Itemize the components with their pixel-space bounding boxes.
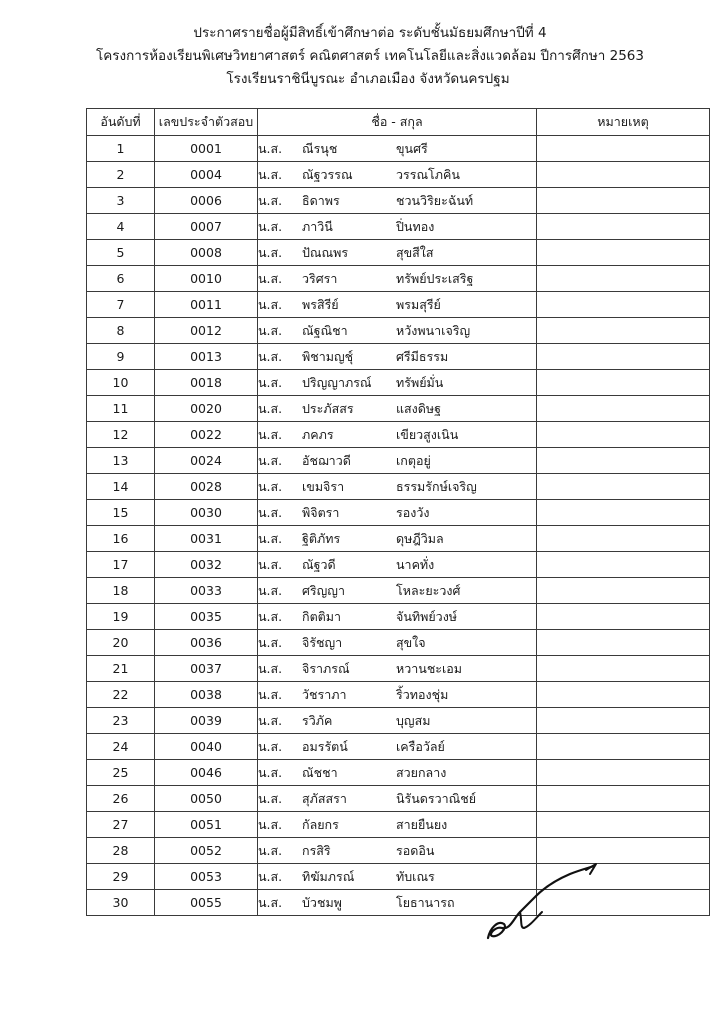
remark-cell — [537, 474, 710, 500]
name-title: น.ส. — [258, 530, 283, 546]
name-title: น.ส. — [258, 686, 283, 702]
remark-cell — [537, 292, 710, 318]
remark-cell — [537, 656, 710, 682]
document-header — [0, 22, 722, 91]
name-cell — [258, 760, 537, 786]
table-row — [87, 786, 710, 812]
last-name: เขียวสูงเนิน — [396, 426, 459, 442]
exam-id-cell: 0013 — [155, 344, 258, 370]
table-body — [87, 136, 710, 916]
table-row — [87, 448, 710, 474]
remark-cell — [537, 396, 710, 422]
rank-cell: 27 — [87, 812, 155, 838]
name-title: น.ส. — [258, 192, 283, 208]
remark-cell — [537, 344, 710, 370]
rank-cell: 21 — [87, 656, 155, 682]
first-name: จิรัชญา — [302, 634, 343, 650]
rank-cell: 13 — [87, 448, 155, 474]
last-name: นาคทั่ง — [396, 556, 435, 572]
name-cell — [258, 448, 537, 474]
table-row — [87, 266, 710, 292]
name-title: น.ส. — [258, 374, 283, 390]
name-cell — [258, 370, 537, 396]
last-name: ดุษฎีวิมล — [396, 530, 444, 546]
table-row — [87, 890, 710, 916]
remark-cell — [537, 240, 710, 266]
rank-cell: 15 — [87, 500, 155, 526]
last-name: บุญสม — [396, 712, 431, 728]
last-name: จันทิพย์วงษ์ — [396, 608, 458, 624]
first-name: กิตติมา — [302, 608, 342, 624]
table-row — [87, 292, 710, 318]
table-row — [87, 344, 710, 370]
rank-cell: 20 — [87, 630, 155, 656]
name-title: น.ส. — [258, 816, 283, 832]
name-cell — [258, 344, 537, 370]
last-name: รอดอิน — [396, 842, 435, 858]
remark-cell — [537, 214, 710, 240]
name-cell — [258, 292, 537, 318]
name-title: น.ส. — [258, 270, 283, 286]
name-cell — [258, 526, 537, 552]
name-title: น.ส. — [258, 556, 283, 572]
name-title: น.ส. — [258, 478, 283, 494]
name-cell — [258, 318, 537, 344]
name-cell — [258, 682, 537, 708]
last-name: ธรรมรักษ์เจริญ — [396, 478, 477, 494]
name-title: น.ส. — [258, 426, 283, 442]
table-row — [87, 838, 710, 864]
first-name: สุภัสสรา — [302, 790, 347, 806]
last-name: นิรันดรวาณิชย์ — [396, 790, 477, 806]
first-name: ณัฐณิชา — [302, 322, 348, 338]
remark-cell — [537, 552, 710, 578]
name-cell — [258, 812, 537, 838]
exam-id-cell: 0012 — [155, 318, 258, 344]
last-name: สายยืนยง — [396, 816, 448, 832]
first-name: ประภัสสร — [302, 400, 354, 416]
name-cell — [258, 136, 537, 162]
table-row — [87, 162, 710, 188]
table-row — [87, 474, 710, 500]
name-cell — [258, 422, 537, 448]
name-title: น.ส. — [258, 712, 283, 728]
table-row — [87, 188, 710, 214]
first-name: กัลยกร — [302, 816, 339, 832]
exam-id-cell: 0032 — [155, 552, 258, 578]
last-name: ริ้วทองชุ่ม — [396, 686, 449, 702]
last-name: ทับเณร — [396, 868, 435, 884]
exam-id-cell: 0040 — [155, 734, 258, 760]
exam-id-cell: 0052 — [155, 838, 258, 864]
last-name: สุขใจ — [396, 634, 426, 650]
name-title: น.ส. — [258, 790, 283, 806]
rank-cell: 12 — [87, 422, 155, 448]
exam-id-cell: 0008 — [155, 240, 258, 266]
first-name: ณัชชา — [302, 764, 338, 780]
rank-cell: 9 — [87, 344, 155, 370]
exam-id-cell: 0055 — [155, 890, 258, 916]
exam-id-cell: 0024 — [155, 448, 258, 474]
last-name: เครือวัลย์ — [396, 738, 445, 754]
remark-cell — [537, 422, 710, 448]
remark-cell — [537, 136, 710, 162]
remark-cell — [537, 630, 710, 656]
exam-id-cell: 0046 — [155, 760, 258, 786]
last-name: แสงดิษฐ — [396, 400, 442, 416]
table-row — [87, 734, 710, 760]
name-cell — [258, 786, 537, 812]
last-name: สุขสีใส — [396, 244, 434, 260]
rank-cell: 10 — [87, 370, 155, 396]
first-name: ณัฐวรรณ — [302, 166, 353, 182]
first-name: จิราภรณ์ — [302, 660, 350, 676]
rank-cell: 18 — [87, 578, 155, 604]
rank-cell: 7 — [87, 292, 155, 318]
first-name: พิชามญชุ์ — [302, 348, 354, 364]
remark-cell — [537, 526, 710, 552]
exam-id-cell: 0036 — [155, 630, 258, 656]
remark-cell — [537, 812, 710, 838]
exam-id-cell: 0050 — [155, 786, 258, 812]
first-name: วริศรา — [302, 270, 338, 286]
name-cell — [258, 214, 537, 240]
school-title: โรงเรียนราชินีบูรณะ อำเภอเมือง จังหวัดนครปฐม — [226, 71, 510, 87]
name-title: น.ส. — [258, 764, 283, 780]
first-name: ณัฐวดี — [302, 556, 336, 572]
first-name: พิจิตรา — [302, 504, 340, 520]
name-title: น.ส. — [258, 140, 283, 156]
name-title: น.ส. — [258, 868, 283, 884]
remark-cell — [537, 708, 710, 734]
table-row — [87, 500, 710, 526]
last-name: รองวัง — [396, 504, 430, 520]
exam-id-cell: 0030 — [155, 500, 258, 526]
remark-cell — [537, 370, 710, 396]
name-title: น.ส. — [258, 608, 283, 624]
table-row — [87, 422, 710, 448]
exam-id-cell: 0033 — [155, 578, 258, 604]
table-row — [87, 708, 710, 734]
name-cell — [258, 656, 537, 682]
name-title: น.ส. — [258, 452, 283, 468]
rank-cell: 5 — [87, 240, 155, 266]
name-title: น.ส. — [258, 218, 283, 234]
exam-id-cell: 0006 — [155, 188, 258, 214]
first-name: อัชฌาวดี — [302, 452, 351, 468]
exam-id-cell: 0053 — [155, 864, 258, 890]
table-row — [87, 136, 710, 162]
last-name: เกตุอยู่ — [396, 452, 431, 468]
last-name: โยธานารถ — [396, 894, 455, 910]
program-title: โครงการห้องเรียนพิเศษวิทยาศาสตร์ คณิตศาสตร์ เทคโนโลยีและสิ่งแวดล้อม ปีการศึกษา 2563 — [96, 48, 644, 64]
rank-cell: 2 — [87, 162, 155, 188]
remark-cell — [537, 682, 710, 708]
name-cell — [258, 500, 537, 526]
rank-cell: 17 — [87, 552, 155, 578]
exam-id-cell: 0037 — [155, 656, 258, 682]
first-name: วัชราภา — [302, 686, 347, 702]
rank-cell: 3 — [87, 188, 155, 214]
table-row — [87, 578, 710, 604]
last-name: ขุนศรี — [396, 140, 428, 156]
last-name: หวังพนาเจริญ — [396, 322, 471, 338]
name-cell — [258, 162, 537, 188]
first-name: พรสิรีย์ — [302, 296, 339, 312]
table-row — [87, 760, 710, 786]
table-row — [87, 214, 710, 240]
col-header-name: ชื่อ - สกุล — [258, 109, 537, 136]
remark-cell — [537, 760, 710, 786]
remark-cell — [537, 500, 710, 526]
last-name: ชวนวิริยะฉันท์ — [396, 192, 474, 208]
name-cell — [258, 396, 537, 422]
name-title: น.ส. — [258, 660, 283, 676]
name-title: น.ส. — [258, 504, 283, 520]
first-name: ปริญญาภรณ์ — [302, 374, 372, 390]
first-name: กรสิริ — [302, 842, 331, 858]
last-name: ปิ่นทอง — [396, 218, 435, 234]
col-header-rank: อันดับที่ — [87, 109, 155, 136]
remark-cell — [537, 188, 710, 214]
name-title: น.ส. — [258, 348, 283, 364]
remark-cell — [537, 604, 710, 630]
exam-id-cell: 0022 — [155, 422, 258, 448]
exam-id-cell: 0001 — [155, 136, 258, 162]
rank-cell: 25 — [87, 760, 155, 786]
remark-cell — [537, 786, 710, 812]
name-cell — [258, 630, 537, 656]
last-name: ทรัพย์ประเสริฐ — [396, 270, 474, 286]
remark-cell — [537, 734, 710, 760]
rank-cell: 19 — [87, 604, 155, 630]
rank-cell: 16 — [87, 526, 155, 552]
table-row — [87, 864, 710, 890]
name-title: น.ส. — [258, 582, 283, 598]
exam-id-cell: 0018 — [155, 370, 258, 396]
rank-cell: 8 — [87, 318, 155, 344]
exam-id-cell: 0051 — [155, 812, 258, 838]
first-name: ภาวินี — [302, 218, 333, 234]
table-row — [87, 630, 710, 656]
name-cell — [258, 266, 537, 292]
remark-cell — [537, 266, 710, 292]
exam-id-cell: 0031 — [155, 526, 258, 552]
remark-cell — [537, 318, 710, 344]
first-name: ทิฆัมภรณ์ — [302, 868, 355, 884]
col-header-remark: หมายเหตุ — [537, 109, 710, 136]
last-name: ศรีมีธรรม — [396, 348, 449, 364]
remark-cell — [537, 162, 710, 188]
name-cell — [258, 604, 537, 630]
name-title: น.ส. — [258, 634, 283, 650]
last-name: หวานชะเอม — [396, 660, 463, 676]
table-row — [87, 604, 710, 630]
exam-id-cell: 0035 — [155, 604, 258, 630]
first-name: ปัณณพร — [302, 244, 349, 260]
name-title: น.ส. — [258, 244, 283, 260]
exam-id-cell: 0004 — [155, 162, 258, 188]
remark-cell — [537, 448, 710, 474]
rank-cell: 4 — [87, 214, 155, 240]
first-name: บัวชมพู — [302, 894, 342, 910]
name-cell — [258, 474, 537, 500]
exam-id-cell: 0038 — [155, 682, 258, 708]
announcement-title: ประกาศรายชื่อผู้มีสิทธิ์เข้าศึกษาต่อ ระดับชั้นมัธยมศึกษาปีที่ 4 — [193, 25, 547, 41]
last-name: วรรณโภคิน — [396, 166, 460, 182]
table-row — [87, 656, 710, 682]
name-title: น.ส. — [258, 894, 283, 910]
remark-cell — [537, 578, 710, 604]
table-row — [87, 396, 710, 422]
rank-cell: 26 — [87, 786, 155, 812]
table-row — [87, 682, 710, 708]
name-cell — [258, 240, 537, 266]
name-title: น.ส. — [258, 322, 283, 338]
first-name: เขมจิรา — [302, 478, 345, 494]
table-row — [87, 552, 710, 578]
first-name: อมรรัตน์ — [302, 738, 348, 754]
rank-cell: 11 — [87, 396, 155, 422]
last-name: พรมสุรีย์ — [396, 296, 441, 312]
name-title: น.ส. — [258, 166, 283, 182]
table-row — [87, 370, 710, 396]
name-cell — [258, 708, 537, 734]
first-name: ณีรนุช — [302, 140, 338, 156]
name-title: น.ส. — [258, 296, 283, 312]
rank-cell: 1 — [87, 136, 155, 162]
first-name: รวิภัค — [302, 712, 333, 728]
rank-cell: 23 — [87, 708, 155, 734]
table-row — [87, 318, 710, 344]
last-name: สวยกลาง — [396, 764, 447, 780]
rank-cell: 24 — [87, 734, 155, 760]
rank-cell: 6 — [87, 266, 155, 292]
first-name: ฐิติภัทร — [302, 530, 341, 546]
exam-id-cell: 0007 — [155, 214, 258, 240]
last-name: ทรัพย์มั่น — [396, 374, 444, 390]
table-row — [87, 240, 710, 266]
col-header-exam-id: เลขประจำตัวสอบ — [155, 109, 258, 136]
exam-id-cell: 0028 — [155, 474, 258, 500]
rank-cell: 28 — [87, 838, 155, 864]
first-name: ธิดาพร — [302, 192, 340, 208]
last-name: โหละยะวงศ์ — [396, 582, 461, 598]
table-row — [87, 812, 710, 838]
exam-id-cell: 0011 — [155, 292, 258, 318]
rank-cell: 22 — [87, 682, 155, 708]
rank-cell: 14 — [87, 474, 155, 500]
first-name: ศริญญา — [302, 582, 345, 598]
name-cell — [258, 734, 537, 760]
name-title: น.ส. — [258, 842, 283, 858]
first-name: ภคภร — [302, 426, 334, 442]
table-row — [87, 526, 710, 552]
name-title: น.ส. — [258, 738, 283, 754]
exam-id-cell: 0020 — [155, 396, 258, 422]
student-roster-table — [86, 108, 710, 916]
name-cell — [258, 552, 537, 578]
exam-id-cell: 0039 — [155, 708, 258, 734]
name-cell — [258, 578, 537, 604]
exam-id-cell: 0010 — [155, 266, 258, 292]
table-header-row — [87, 109, 710, 136]
signature-mark — [470, 848, 610, 948]
name-cell — [258, 188, 537, 214]
rank-cell: 30 — [87, 890, 155, 916]
rank-cell: 29 — [87, 864, 155, 890]
name-title: น.ส. — [258, 400, 283, 416]
